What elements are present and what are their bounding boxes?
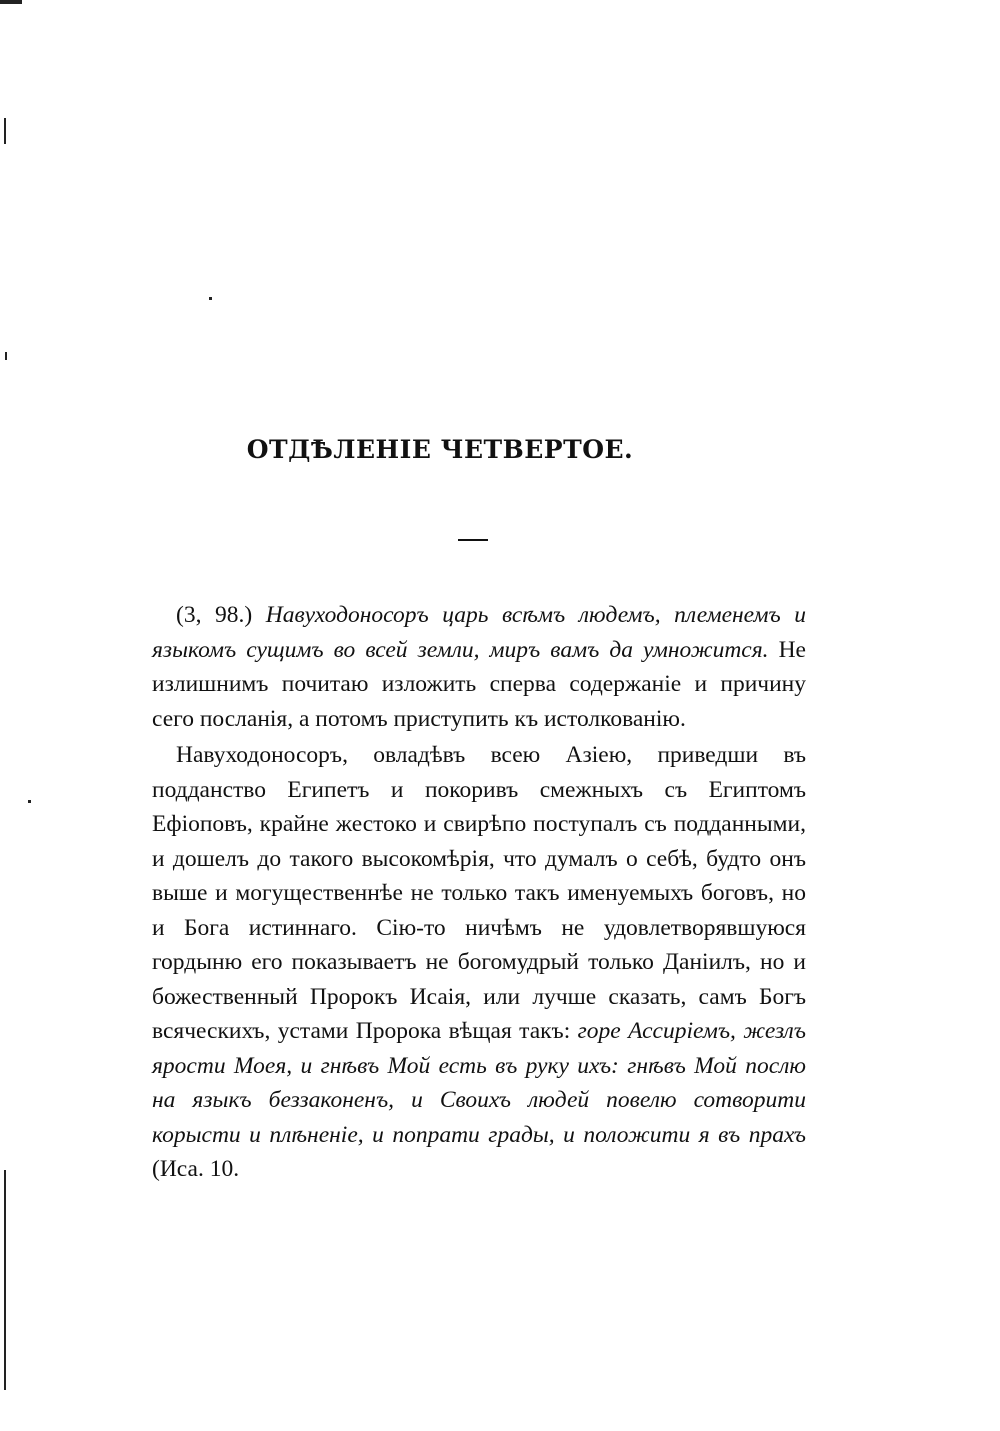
scan-dot-2 (28, 800, 31, 803)
scan-dot-1 (209, 297, 212, 300)
scan-mark-top (0, 0, 22, 4)
paragraph-1-quote: Навуходоносоръ царь всѣмъ людемъ, племенемъ и языкомъ сущимъ во всей земли, миръ вамъ да умножится. (152, 602, 806, 663)
scan-mark-left-2 (5, 352, 7, 360)
paragraph-2-reference: (Иса. 10. (152, 1156, 240, 1182)
paragraph-2-quote: горе Ассиріемъ, жезлъ ярости Моея, и гнѣвъ Мой есть въ руку ихъ: гнѣвъ Мой послю на языкъ беззаконенъ, и Своихъ людей повелю сотворити корысти и плѣненіе, и попрати грады, и положити я въ прахъ (152, 1018, 806, 1148)
section-heading: ОТДѢЛЕНІЕ ЧЕТВЕРТОЕ. (246, 434, 634, 464)
verse-number: (3, 98.) (176, 602, 253, 628)
paragraph-1 (152, 598, 806, 736)
scan-mark-left-3 (4, 1170, 6, 1390)
scan-mark-left-1 (4, 118, 6, 144)
paragraph-1-text: Не излишнимъ почитаю изложить сперва содержаніе и причину сего посланія, а потомъ приступить къ истолкованію. (152, 636, 806, 732)
paragraph-2 (152, 738, 806, 1187)
paragraph-2-text: Навуходоносоръ, овладѣвъ всею Азіею, приведши въ подданство Египетъ и покоривъ смежныхъ съ Египтомъ Ефіоповъ, крайне жестоко и свирѣпо поступалъ съ подданными, и дошелъ до такого высокомѣрія, что думалъ о себѣ, будто онъ выше и могущественнѣе не только такъ именуемыхъ боговъ, но и Бога истиннаго. Сію-то ничѣмъ не удовлетворявшуюся гордыню его показываетъ не богомудрый только Даніилъ, но и божественный Пророкъ Исаія, или лучше сказать, самъ Богъ всяческихъ, устами Пророка вѣщая такъ: (152, 742, 806, 1044)
heading-divider (458, 539, 488, 541)
main-text (152, 598, 806, 1187)
